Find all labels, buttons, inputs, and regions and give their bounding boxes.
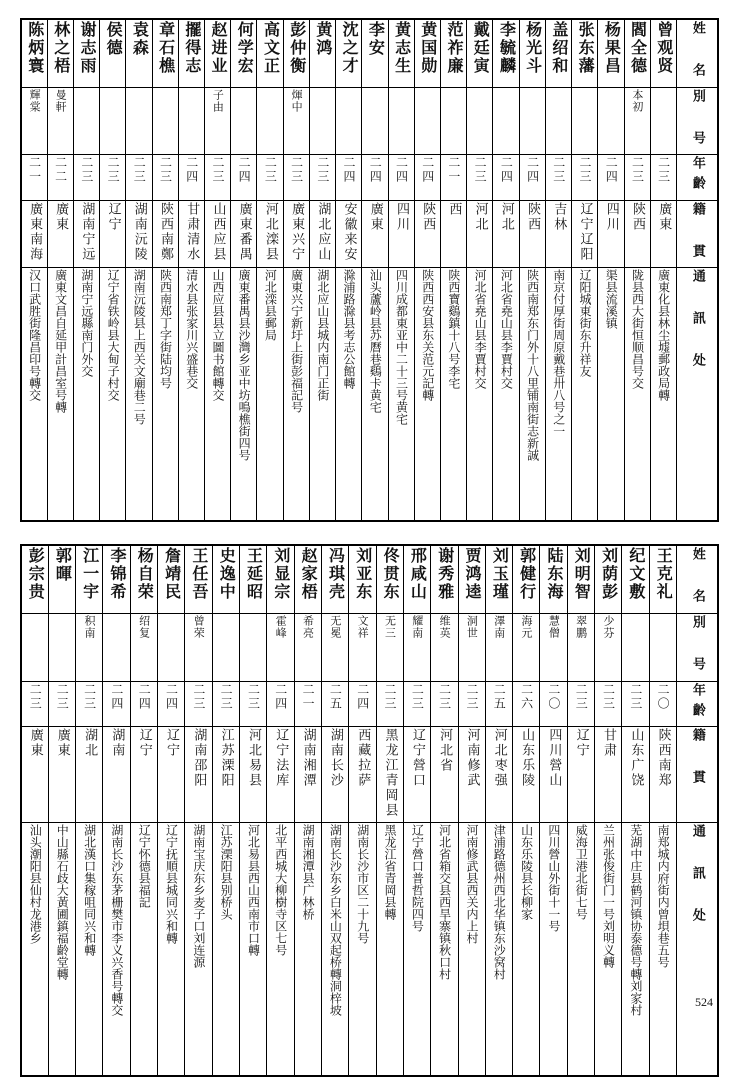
cell-address: 河北省堯山县李賈村交	[467, 268, 493, 522]
cell-alias: 子由	[205, 87, 231, 155]
cell-origin: 河北省	[431, 727, 458, 823]
cell-age: 二一	[294, 681, 321, 727]
cell-age: 二三	[376, 681, 403, 727]
cell-age: 二四	[493, 155, 519, 201]
cell-name: 曾观贤	[650, 19, 676, 87]
cell-origin: 陝西	[519, 200, 545, 268]
cell-alias: 耀南	[403, 613, 430, 681]
cell-alias: 无冕	[321, 613, 348, 681]
column-header-address: 通 訊 处	[677, 822, 719, 1076]
cell-name: 盖绍和	[545, 19, 571, 87]
cell-address: 湖南宁远縣南门外交	[73, 268, 99, 522]
cell-address: 陇县西大街恒顺昌号交	[624, 268, 650, 522]
cell-origin: 四川	[388, 200, 414, 268]
cell-address: 辽阳城東街东升祥友	[572, 268, 598, 522]
cell-origin: 湖南宁远	[73, 200, 99, 268]
cell-age: 二四	[598, 155, 624, 201]
cell-age: 二四	[349, 681, 376, 727]
cell-address: 廣東文昌自延甲計昌室号轉	[47, 268, 73, 522]
cell-address: 辽宁抚順县城同兴和轉	[158, 822, 185, 1076]
cell-name: 史逸中	[212, 545, 239, 613]
cell-alias	[572, 87, 598, 155]
cell-name: 戴廷寅	[467, 19, 493, 87]
cell-alias	[103, 613, 130, 681]
column-header-address: 通 訊 处	[677, 268, 719, 522]
cell-age: 二四	[103, 681, 130, 727]
cell-address: 汕头潮阳县仙村龙港乡	[21, 822, 48, 1076]
cell-alias: 海元	[513, 613, 540, 681]
cell-alias: 绍复	[130, 613, 157, 681]
cell-origin: 廣東	[48, 727, 75, 823]
cell-age: 二四	[388, 155, 414, 201]
cell-origin: 廣東南海	[21, 200, 47, 268]
cell-age: 二四	[362, 155, 388, 201]
cell-origin: 辽宁辽阳	[572, 200, 598, 268]
cell-alias	[441, 87, 467, 155]
cell-age: 二四	[178, 155, 204, 201]
cell-address: 南京付厚街周原戴巷卅八号之一	[545, 268, 571, 522]
cell-name: 高文正	[257, 19, 283, 87]
cell-origin: 辽宁法库	[267, 727, 294, 823]
cell-address: 中山縣石歧大黃圃鎮福齡堂轉	[48, 822, 75, 1076]
cell-alias: 希亮	[294, 613, 321, 681]
cell-address: 湖南长沙市区二十九号	[349, 822, 376, 1076]
cell-age: 二三	[622, 681, 649, 727]
cell-origin: 辽宁	[100, 200, 126, 268]
cell-origin: 辽宁	[567, 727, 594, 823]
cell-origin: 廣東兴宁	[283, 200, 309, 268]
cell-alias: 澤南	[485, 613, 512, 681]
cell-address: 湖南宝庆东乡麦子口刘连源	[185, 822, 212, 1076]
cell-alias	[158, 613, 185, 681]
cell-origin: 湖南	[103, 727, 130, 823]
row-age-bottom	[21, 681, 718, 727]
cell-address: 湖南长沙东乡白米山双起桥轉洞梓坡	[321, 822, 348, 1076]
cell-origin: 甘肃	[595, 727, 622, 823]
cell-origin: 四川營山	[540, 727, 567, 823]
column-header-age: 年齡	[677, 681, 719, 727]
cell-age: 二二	[47, 155, 73, 201]
cell-origin: 陝西	[414, 200, 440, 268]
cell-name: 王任吾	[185, 545, 212, 613]
cell-alias: 輝棠	[21, 87, 47, 155]
cell-age: 二五	[321, 681, 348, 727]
cell-origin: 山西应县	[205, 200, 231, 268]
cell-name: 李锦希	[103, 545, 130, 613]
cell-alias	[493, 87, 519, 155]
cell-origin: 湖北	[76, 727, 103, 823]
column-header-alias: 別 号	[677, 613, 719, 681]
cell-name: 范祚廉	[441, 19, 467, 87]
cell-name: 王延昭	[240, 545, 267, 613]
cell-alias: 无三	[376, 613, 403, 681]
cell-name: 章石樵	[152, 19, 178, 87]
column-header-name: 姓 名	[677, 545, 719, 613]
cell-address: 湖南长沙东茅栅樊市李义兴香号轉交	[103, 822, 130, 1076]
cell-age: 二三	[467, 155, 493, 201]
cell-alias	[467, 87, 493, 155]
cell-address: 廣東番禺县沙灣乡亚中坊鳴樵街四号	[231, 268, 257, 522]
cell-alias: 翠鹏	[567, 613, 594, 681]
cell-origin: 廣東	[47, 200, 73, 268]
cell-name: 赵家梧	[294, 545, 321, 613]
cell-name: 杨光斗	[519, 19, 545, 87]
cell-alias	[649, 613, 676, 681]
cell-name: 刘明智	[567, 545, 594, 613]
cell-name: 袁森	[126, 19, 152, 87]
cell-address: 辽宁省铁岭县大甸子村交	[100, 268, 126, 522]
cell-name: 詹靖民	[158, 545, 185, 613]
cell-age: 二三	[152, 155, 178, 201]
cell-address: 滁浦路滁县考志公館轉	[336, 268, 362, 522]
cell-address: 四川營山外街十一号	[540, 822, 567, 1076]
cell-name: 李安	[362, 19, 388, 87]
cell-age: 二三	[650, 155, 676, 201]
cell-origin: 甘肃清水	[178, 200, 204, 268]
cell-age: 二六	[513, 681, 540, 727]
cell-alias	[212, 613, 239, 681]
cell-age: 二三	[212, 681, 239, 727]
cell-alias	[257, 87, 283, 155]
cell-name: 冯琪壳	[321, 545, 348, 613]
cell-address: 渠县流溪镇	[598, 268, 624, 522]
cell-origin: 安徽来安	[336, 200, 362, 268]
cell-origin: 陝西南鄭	[152, 200, 178, 268]
cell-name: 江一宇	[76, 545, 103, 613]
cell-age: 二三	[257, 155, 283, 201]
cell-name: 刘荫彭	[595, 545, 622, 613]
cell-address: 廣東兴宁新圩上街彭福記号	[283, 268, 309, 522]
cell-age: 二四	[231, 155, 257, 201]
cell-age: 二三	[76, 681, 103, 727]
cell-name: 彭仲衡	[283, 19, 309, 87]
cell-name: 邢咸山	[403, 545, 430, 613]
cell-age: 二三	[624, 155, 650, 201]
column-header-alias: 別 号	[677, 87, 719, 155]
cell-name: 何学宏	[231, 19, 257, 87]
row-address-bottom	[21, 822, 718, 1076]
cell-age: 二三	[458, 681, 485, 727]
cell-age: 二五	[485, 681, 512, 727]
cell-name: 赵进业	[205, 19, 231, 87]
cell-age: 二〇	[540, 681, 567, 727]
cell-age: 二一	[441, 155, 467, 201]
cell-alias	[100, 87, 126, 155]
cell-name: 张东藩	[572, 19, 598, 87]
cell-alias	[21, 613, 48, 681]
cell-age: 二〇	[649, 681, 676, 727]
cell-alias	[178, 87, 204, 155]
cell-address: 汉口武胜街隆昌印号轉交	[21, 268, 47, 522]
cell-age: 二三	[545, 155, 571, 201]
cell-address: 陕西南郑丁字街陆均号	[152, 268, 178, 522]
cell-address: 威海卫港北街七号	[567, 822, 594, 1076]
cell-address: 江苏溧阳县别桥头	[212, 822, 239, 1076]
row-name-top	[21, 19, 718, 87]
cell-address: 清水县张家川兴盛巷交	[178, 268, 204, 522]
cell-age: 二四	[519, 155, 545, 201]
roster-table-top	[20, 18, 719, 522]
cell-name: 沈之才	[336, 19, 362, 87]
cell-name: 王克礼	[649, 545, 676, 613]
row-origin-bottom	[21, 727, 718, 823]
cell-alias: 积南	[76, 613, 103, 681]
cell-origin: 山东乐陵	[513, 727, 540, 823]
column-header-origin: 籍 貫	[677, 727, 719, 823]
cell-alias: 洞世	[458, 613, 485, 681]
cell-name: 閻全德	[624, 19, 650, 87]
cell-age: 二四	[158, 681, 185, 727]
cell-name: 贾鸿逵	[458, 545, 485, 613]
cell-age: 二四	[336, 155, 362, 201]
cell-origin: 四川	[598, 200, 624, 268]
cell-name: 杨自荣	[130, 545, 157, 613]
cell-alias	[545, 87, 571, 155]
cell-name: 林之梧	[47, 19, 73, 87]
cell-age: 二三	[100, 155, 126, 201]
cell-origin: 湖南湘潭	[294, 727, 321, 823]
cell-name: 郭健行	[513, 545, 540, 613]
cell-alias: 曾荣	[185, 613, 212, 681]
cell-age: 二三	[431, 681, 458, 727]
cell-alias: 文祥	[349, 613, 376, 681]
cell-address: 湖南湘潭县广林桥	[294, 822, 321, 1076]
cell-origin: 西	[441, 200, 467, 268]
cell-name: 刘亚东	[349, 545, 376, 613]
cell-address: 汕头蘆岭县苏曆巷鷄卡黄宅	[362, 268, 388, 522]
cell-address: 北平西城大柳樹寺区七号	[267, 822, 294, 1076]
cell-origin: 廣東	[362, 200, 388, 268]
cell-alias: 慧僧	[540, 613, 567, 681]
cell-alias	[519, 87, 545, 155]
cell-address: 芜湖中庄县鹤河镇协泰德号轉刘家村	[622, 822, 649, 1076]
cell-name: 黄鸿	[309, 19, 335, 87]
cell-name: 黄志生	[388, 19, 414, 87]
row-age-top	[21, 155, 718, 201]
column-header-origin: 籍 貫	[677, 200, 719, 268]
cell-alias	[362, 87, 388, 155]
cell-address: 河北省堯山县李賈村交	[493, 268, 519, 522]
cell-origin: 辽宁	[130, 727, 157, 823]
cell-alias	[73, 87, 99, 155]
cell-age: 二三	[21, 681, 48, 727]
cell-address: 山东乐陵县长柳家	[513, 822, 540, 1076]
cell-address: 湖北应山县城内南门正街	[309, 268, 335, 522]
cell-alias: 维英	[431, 613, 458, 681]
cell-origin: 辽宁營口	[403, 727, 430, 823]
cell-age: 二四	[414, 155, 440, 201]
row-name-bottom	[21, 545, 718, 613]
cell-alias	[231, 87, 257, 155]
cell-address: 河北省箱交县西旱寨镇秋口村	[431, 822, 458, 1076]
cell-address: 陕西南郑东门外十八里铺南街志新誠	[519, 268, 545, 522]
cell-name: 黄国勋	[414, 19, 440, 87]
cell-address: 黑龙江省青岡县轉	[376, 822, 403, 1076]
cell-address: 河南修武县西关内上村	[458, 822, 485, 1076]
cell-origin: 河南修武	[458, 727, 485, 823]
cell-name: 佟贯东	[376, 545, 403, 613]
cell-origin: 辽宁	[158, 727, 185, 823]
cell-name: 陈炳寰	[21, 19, 47, 87]
cell-alias: 本初	[624, 87, 650, 155]
cell-origin: 陝西	[624, 200, 650, 268]
cell-origin: 河北枣强	[485, 727, 512, 823]
cell-name: 刘显宗	[267, 545, 294, 613]
cell-origin: 廣東	[650, 200, 676, 268]
cell-name: 陆东海	[540, 545, 567, 613]
row-origin-top	[21, 200, 718, 268]
cell-origin: 湖南长沙	[321, 727, 348, 823]
cell-origin: 河北	[493, 200, 519, 268]
column-header-name: 姓 名	[677, 19, 719, 87]
cell-address: 湖南沅陵县上西关文廟巷二号	[126, 268, 152, 522]
cell-alias	[126, 87, 152, 155]
cell-name: 彭宗贵	[21, 545, 48, 613]
cell-age: 二三	[240, 681, 267, 727]
cell-name: 谢志雨	[73, 19, 99, 87]
cell-age: 二四	[267, 681, 294, 727]
cell-alias	[622, 613, 649, 681]
cell-age: 二三	[595, 681, 622, 727]
cell-alias	[240, 613, 267, 681]
cell-age: 二三	[572, 155, 598, 201]
cell-alias: 少芬	[595, 613, 622, 681]
cell-name: 侯德	[100, 19, 126, 87]
cell-age: 二四	[130, 681, 157, 727]
cell-address: 湖北漢口集稼咀同兴和轉	[76, 822, 103, 1076]
cell-address: 廣東化县林尘墟郵政局轉	[650, 268, 676, 522]
cell-age: 二三	[73, 155, 99, 201]
cell-alias: 霍峰	[267, 613, 294, 681]
cell-age: 二三	[205, 155, 231, 201]
cell-address: 山西应县县立圖书館轉交	[205, 268, 231, 522]
cell-origin: 山东广饶	[622, 727, 649, 823]
cell-address: 辽宁怀德县福記	[130, 822, 157, 1076]
cell-name: 郭暉	[48, 545, 75, 613]
cell-origin: 湖南邵阳	[185, 727, 212, 823]
row-alias-top	[21, 87, 718, 155]
cell-age: 二三	[567, 681, 594, 727]
cell-address: 四川成都東亚中二十三号黄宅	[388, 268, 414, 522]
cell-name: 刘玉瑾	[485, 545, 512, 613]
cell-alias	[48, 613, 75, 681]
cell-origin: 湖北应山	[309, 200, 335, 268]
cell-alias	[650, 87, 676, 155]
page-number: 524	[695, 995, 713, 1009]
cell-name: 谢秀雅	[431, 545, 458, 613]
cell-origin: 河北	[467, 200, 493, 268]
cell-origin: 河北滦县	[257, 200, 283, 268]
cell-address: 津浦路德州西北华镇东沙窝村	[485, 822, 512, 1076]
cell-alias	[414, 87, 440, 155]
cell-age: 二三	[126, 155, 152, 201]
cell-address: 陕西西安县东关范元記轉	[414, 268, 440, 522]
cell-name: 杨果昌	[598, 19, 624, 87]
cell-alias	[309, 87, 335, 155]
cell-address: 南郑城内府街内曾垻巷五号	[649, 822, 676, 1076]
cell-address: 兰州张俊街门一号刘明义轉	[595, 822, 622, 1076]
cell-address: 陕西寶鷄鎮十八号李宅	[441, 268, 467, 522]
cell-origin: 吉林	[545, 200, 571, 268]
cell-alias	[336, 87, 362, 155]
cell-alias	[152, 87, 178, 155]
cell-address: 河北滦县郵局	[257, 268, 283, 522]
row-address-top	[21, 268, 718, 522]
cell-age: 二三	[309, 155, 335, 201]
row-alias-bottom	[21, 613, 718, 681]
cell-origin: 黑龙江青岡县	[376, 727, 403, 823]
cell-origin: 廣東番禺	[231, 200, 257, 268]
cell-age: 二三	[283, 155, 309, 201]
cell-alias: 曼軒	[47, 87, 73, 155]
cell-alias	[598, 87, 624, 155]
cell-origin: 江苏溧阳	[212, 727, 239, 823]
cell-origin: 湖南沅陵	[126, 200, 152, 268]
cell-age: 二三	[403, 681, 430, 727]
cell-address: 辽宁營口普哲院四号	[403, 822, 430, 1076]
cell-age: 二三	[48, 681, 75, 727]
cell-origin: 廣東	[21, 727, 48, 823]
cell-address: 河北易县西山西南市口轉	[240, 822, 267, 1076]
cell-origin: 陝西南郑	[649, 727, 676, 823]
column-header-age: 年齡	[677, 155, 719, 201]
cell-age: 二一	[21, 155, 47, 201]
cell-name: 纪文敷	[622, 545, 649, 613]
cell-origin: 西藏拉萨	[349, 727, 376, 823]
cell-alias	[388, 87, 414, 155]
table-divider	[20, 522, 719, 544]
cell-name: 擺得志	[178, 19, 204, 87]
cell-origin: 河北易县	[240, 727, 267, 823]
cell-age: 二三	[185, 681, 212, 727]
cell-alias: 煇中	[283, 87, 309, 155]
cell-name: 李毓麟	[493, 19, 519, 87]
roster-table-bottom	[20, 544, 719, 1076]
